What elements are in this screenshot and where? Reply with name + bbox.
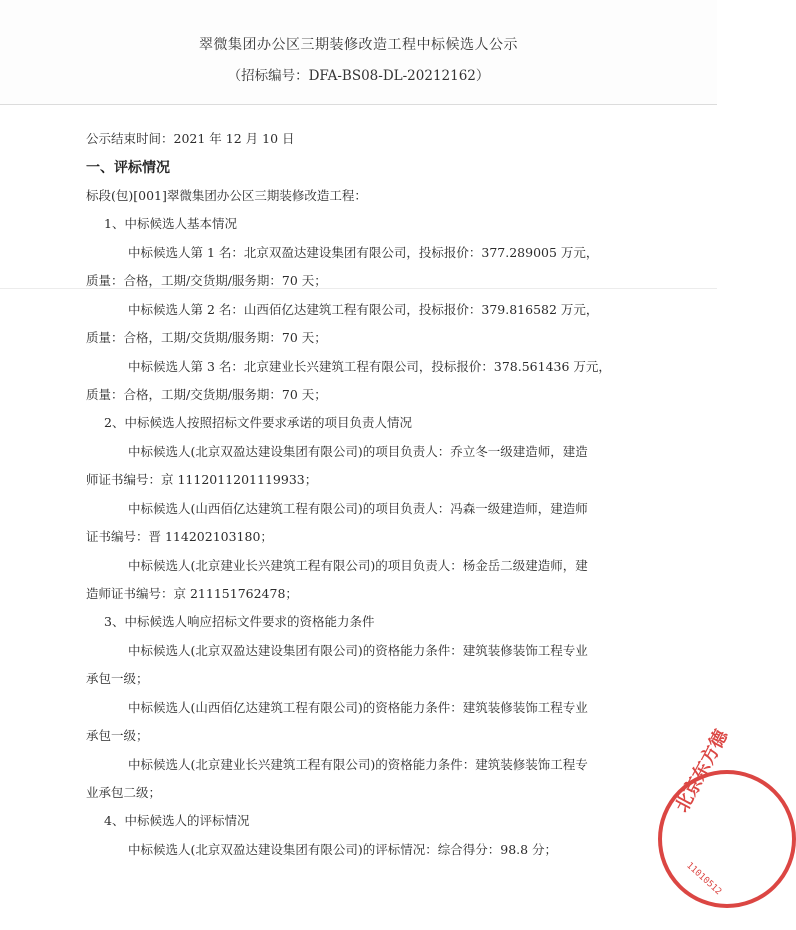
seal-text: 北京东方德 bbox=[671, 726, 733, 816]
qualification-3-line-2: 业承包二级； bbox=[86, 785, 162, 800]
document-title: 翠微集团办公区三期装修改造工程中标候选人公示 bbox=[199, 37, 518, 53]
candidate-3-line-2: 质量：合格，工期/交货期/服务期：70 天； bbox=[86, 387, 327, 402]
candidate-2-line-1: 中标候选人第 2 名：山西佰亿达建筑工程有限公司，投标报价：379.816582 万元， bbox=[128, 302, 599, 317]
candidate-1-line-2: 质量：合格，工期/交货期/服务期：70 天； bbox=[86, 273, 327, 288]
candidate-3-line-1: 中标候选人第 3 名：北京建业长兴建筑工程有限公司，投标报价：378.561436 万元， bbox=[128, 359, 611, 374]
section-heading-evaluation: 一、评标情况 bbox=[86, 160, 170, 176]
candidate-2-line-2: 质量：合格，工期/交货期/服务期：70 天； bbox=[86, 330, 327, 345]
header-divider bbox=[0, 104, 717, 105]
manager-3-line-1: 中标候选人(北京建业长兴建筑工程有限公司)的项目负责人：杨金岳二级建造师，建 bbox=[128, 558, 588, 573]
subsection-heading-basic-info: 1、中标候选人基本情况 bbox=[104, 216, 237, 231]
manager-2-line-1: 中标候选人(山西佰亿达建筑工程有限公司)的项目负责人：冯森一级建造师，建造师 bbox=[128, 501, 588, 516]
document-header bbox=[0, 0, 717, 105]
qualification-3-line-1: 中标候选人(北京建业长兴建筑工程有限公司)的资格能力条件：建筑装修装饰工程专 bbox=[128, 757, 588, 772]
evaluation-1-line-1: 中标候选人(北京双盈达建设集团有限公司)的评标情况：综合得分：98.8 分； bbox=[128, 842, 558, 857]
manager-1-line-2: 师证书编号：京 1112011201119933； bbox=[86, 472, 318, 487]
subsection-heading-project-manager: 2、中标候选人按照招标文件要求承诺的项目负责人情况 bbox=[104, 415, 412, 430]
seal-number: 11010512 bbox=[684, 860, 724, 898]
subsection-heading-qualification: 3、中标候选人响应招标文件要求的资格能力条件 bbox=[104, 614, 375, 629]
qualification-1-line-1: 中标候选人(北京双盈达建设集团有限公司)的资格能力条件：建筑装修装饰工程专业 bbox=[128, 643, 588, 658]
tender-number: （招标编号：DFA-BS08-DL-20212162） bbox=[227, 68, 490, 84]
announcement-end-time: 公示结束时间：2021 年 12 月 10 日 bbox=[86, 131, 295, 146]
qualification-2-line-2: 承包一级； bbox=[86, 728, 149, 743]
manager-2-line-2: 证书编号：晋 114202103180； bbox=[86, 529, 273, 544]
qualification-1-line-2: 承包一级； bbox=[86, 671, 149, 686]
subsection-heading-evaluation-result: 4、中标候选人的评标情况 bbox=[104, 813, 250, 828]
manager-3-line-2: 造师证书编号：京 211151762478； bbox=[86, 586, 298, 601]
candidate-1-line-1: 中标候选人第 1 名：北京双盈达建设集团有限公司，投标报价：377.289005 万元， bbox=[128, 245, 599, 260]
official-seal-stamp bbox=[658, 726, 796, 908]
qualification-2-line-1: 中标候选人(山西佰亿达建筑工程有限公司)的资格能力条件：建筑装修装饰工程专业 bbox=[128, 700, 588, 715]
manager-1-line-1: 中标候选人(北京双盈达建设集团有限公司)的项目负责人：乔立冬一级建造师，建造 bbox=[128, 444, 588, 459]
bid-section-label: 标段(包)[001]翠微集团办公区三期装修改造工程： bbox=[86, 188, 367, 203]
